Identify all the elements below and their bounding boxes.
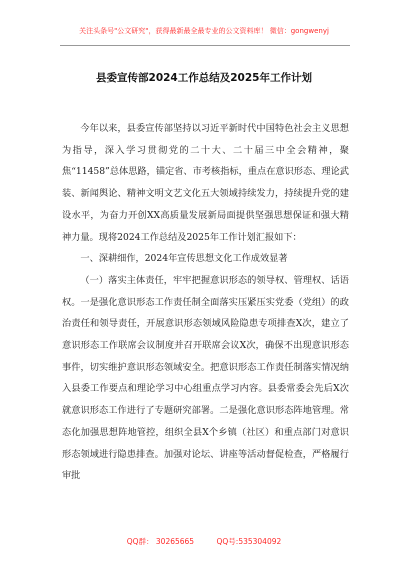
header-promo-note: 关注头条号"公文研究"，获得最新最全最专业的公文资料库！ 微信：gongwenyj: [79, 27, 329, 35]
section-heading-1: 一、深耕细作，2024年宣传思想文化工作成效显著: [80, 253, 288, 265]
paragraph-intro: 今年以来，县委宣传部坚持以习近平新时代中国特色社会主义思想为指导，深入学习贯彻党的二十大、二十届三中全会精神，聚焦“11458”总体思路，锚定省、市考核指标，重点在意识形态、理论武装、新闻舆论、精神文明文艺文化五大领域持续发力，持续提升党的建设水平，为奋力开创XX高质量发展新局面提供坚强思想保证和强大精神力量。现将2024工作总结及2025年工作计划汇报如下：: [62, 123, 349, 243]
footer-contact: [0, 536, 408, 547]
paragraph-subsection-1: （一）落实主体责任，牢牢把握意识形态的领导权、管理权、话语权。一是强化意识形态工作责任制全面落实压紧压实党委（党组）的政治责任和领导责任，开展意识形态领域风险隐患专项排查X次，建立了意识形态工作联席会议制度并召开联席会议X次，确保不出现意识形态事件，切实维护意识形态领域安全。把意识形态工作责任制落实情况纳入县委工作要点和理论学习中心组重点学习内容。县委常委会先后X次就意识形态工作进行了专题研究部署。二是强化意识形态阵地管理。常态化加强思想阵地管控，组织全县X个乡镇（社区）和重点部门对意识形态领域进行隐患排查。加强对论坛、讲座等活动督促检查，严格履行审批: [62, 274, 349, 482]
header-divider: [60, 45, 350, 46]
footer-qq-number: QQ号:535304092: [216, 537, 282, 546]
document-title: 县委宣传部2024工作总结及2025年工作计划: [96, 72, 312, 84]
footer-qq-group: QQ群： 30265665: [126, 537, 195, 546]
document-body: [62, 118, 349, 487]
